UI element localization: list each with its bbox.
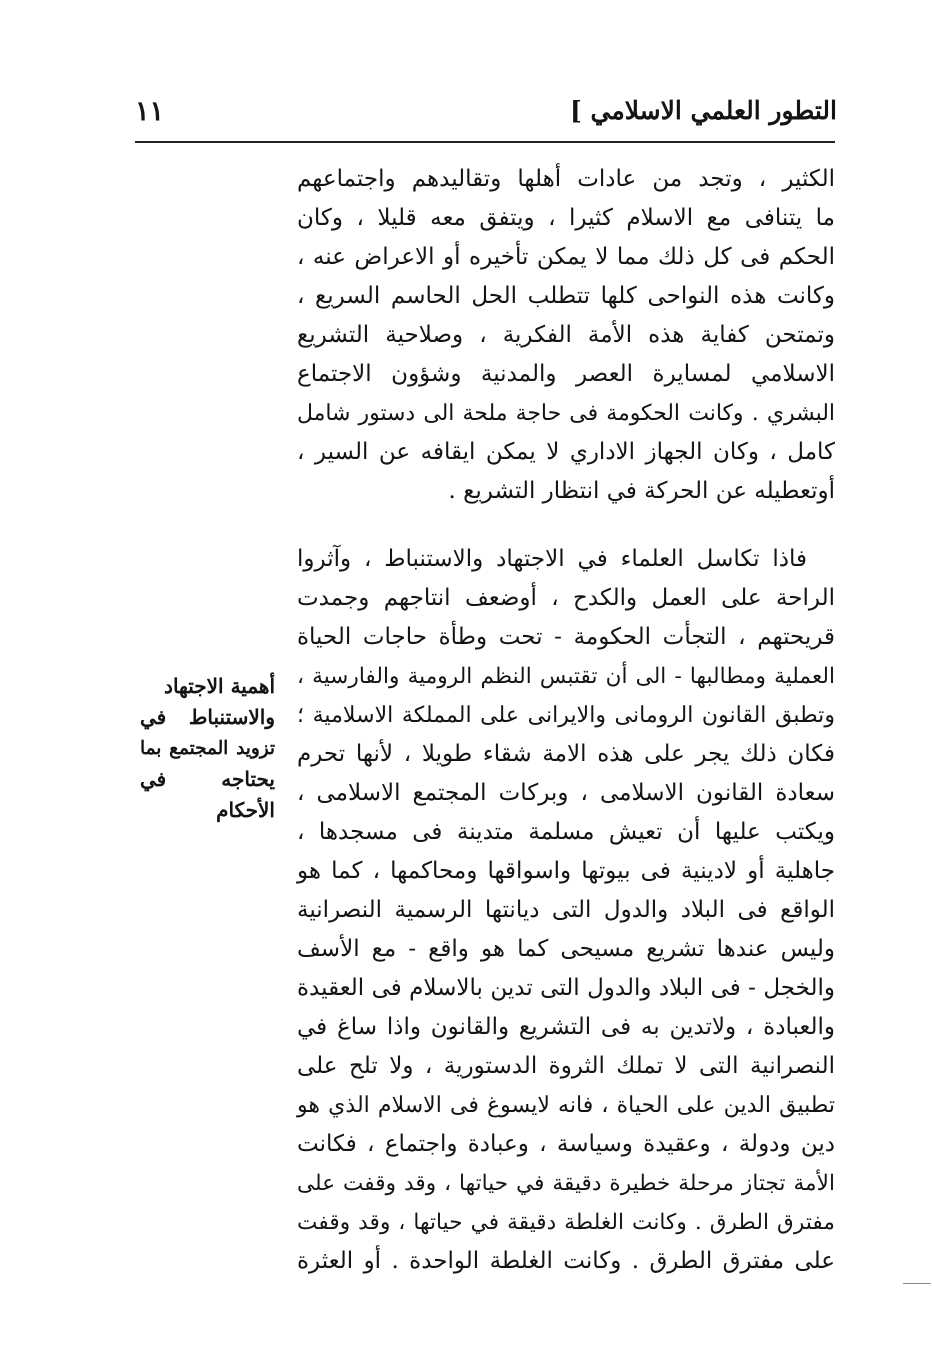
body-text (297, 160, 835, 1281)
text-line: وتطبق القانون الرومانى والايرانى على المملكة الاسلامية ؛ (297, 703, 835, 728)
text-line: أوتعطيله عن الحركة في انتظار التشريع . (448, 478, 835, 504)
text-line: العملية ومطالبها - الى أن تقتبس النظم الرومية والفارسية ، (297, 664, 835, 689)
margin-note-line: يحتاجه في (140, 767, 275, 791)
text-line: ما يتنافى مع الاسلام كثيرا ، ويتفق معه قليلا ، وكان (297, 205, 835, 231)
margin-note-line: الأحكام (216, 798, 275, 822)
margin-note-line: تزويد المجتمع بما (140, 738, 275, 759)
margin-note (140, 671, 275, 826)
text-line: الحكم فى كل ذلك مما لا يمكن تأخيره أو الاعراض عنه ، (297, 244, 835, 270)
text-line: الاسلامي لمسايرة العصر والمدنية وشؤون الاجتماع (297, 361, 835, 387)
text-line: ويكتب عليها أن تعيش مسلمة متدينة فى مسجدها ، (297, 819, 835, 845)
paragraph-2 (297, 540, 835, 1281)
text-line: والخجل - فى البلاد والدول التى تدين بالاسلام فى العقيدة (297, 975, 835, 1001)
margin-note-line: أهمية الاجتهاد (164, 674, 275, 698)
text-line: كامل ، وكان الجهاز الاداري لا يمكن ايقافه عن السير ، (297, 439, 835, 465)
margin-note-line: والاستنباط في (140, 705, 275, 729)
running-header-title: التطور العلمي الاسلامي ] (569, 96, 837, 125)
text-line: فاذا تكاسل العلماء في الاجتهاد والاستنباط ، وآثروا (297, 546, 807, 572)
page-number: ١١ (135, 96, 165, 127)
text-line: على مفترق الطرق . وكانت الغلطة الواحدة . أو العثرة (297, 1248, 835, 1274)
text-line: وليس عندها تشريع مسيحى كما هو واقع - مع الأسف (297, 936, 835, 962)
text-line: الأمة تجتاز مرحلة خطيرة دقيقة في حياتها ، وقد وقفت على (297, 1171, 835, 1196)
text-line: النصرانية التى لا تملك الثروة الدستورية ، ولا تلح على (297, 1053, 835, 1079)
text-line: وتمتحن كفاية هذه الأمة الفكرية ، وصلاحية التشريع (297, 322, 835, 348)
text-line: دين ودولة ، وعقيدة وسياسة ، وعبادة واجتماع ، فكانت (297, 1131, 835, 1157)
text-line: مفترق الطرق . وكانت الغلطة دقيقة في حياتها ، وقد وقفت (297, 1210, 835, 1235)
text-line: البشري . وكانت الحكومة فى حاجة ملحة الى دستور شامل (297, 401, 835, 426)
text-line: وكانت هذه النواحى كلها تتطلب الحل الحاسم السريع ، (297, 283, 835, 309)
text-line: قريحتهم ، التجأت الحكومة - تحت وطأة حاجات الحياة (297, 624, 835, 650)
header-rule (135, 141, 835, 143)
text-line: الكثير ، وتجد من عادات أهلها وتقاليدهم واجتماعهم (297, 166, 835, 192)
text-line: الواقع فى البلاد والدول التى ديانتها الرسمية النصرانية (297, 897, 835, 923)
text-line: تطبيق الدين على الحياة ، فانه لايسوغ فى الاسلام الذي هو (297, 1093, 835, 1118)
text-line: سعادة القانون الاسلامى ، وبركات المجتمع الاسلامى ، (297, 780, 835, 806)
text-line: فكان ذلك يجر على هذه الامة شقاء طويلا ، لأنها تحرم (297, 741, 835, 767)
text-line: والعبادة ، ولاتدين به فى التشريع والقانون واذا ساغ في (297, 1014, 835, 1040)
scan-mark (903, 1283, 931, 1284)
text-line: الراحة على العمل والكدح ، أوضعف انتاجهم وجمدت (297, 585, 835, 611)
paragraph-1 (297, 160, 835, 511)
text-line: جاهلية أو لادينية فى بيوتها واسواقها ومحاكمها ، كما هو (297, 858, 835, 884)
